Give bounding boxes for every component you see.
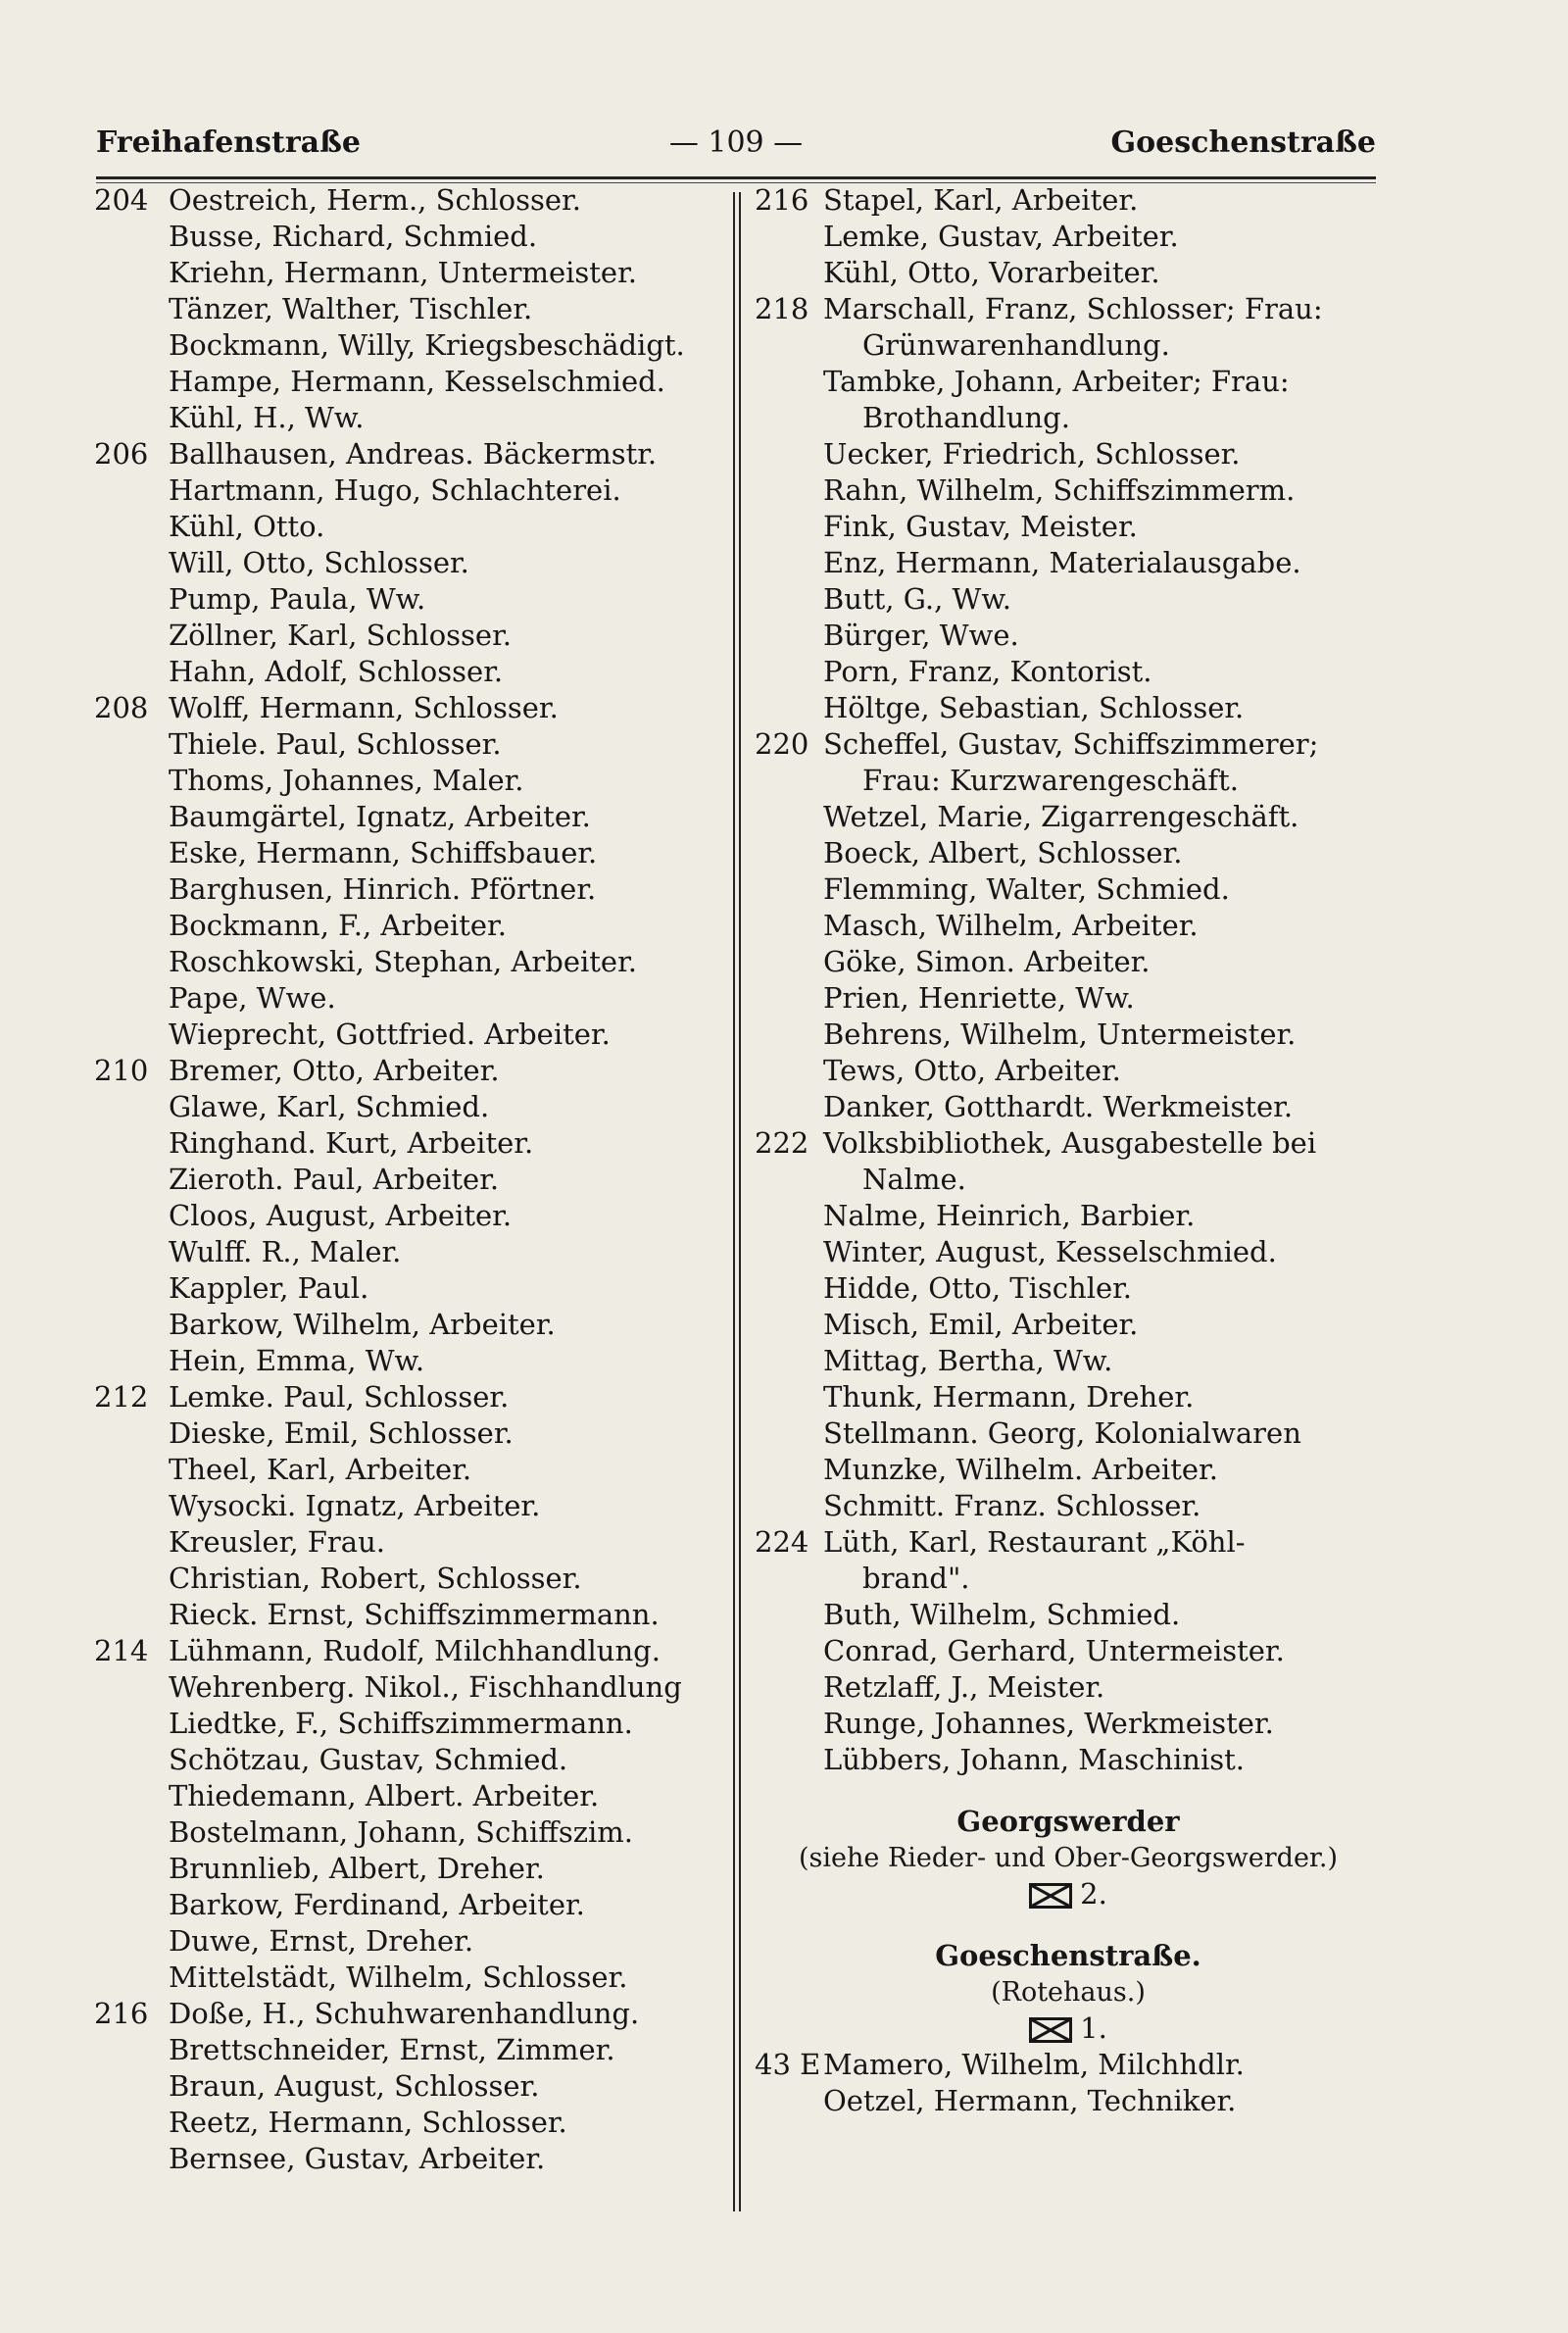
header-rule: [96, 176, 1376, 179]
directory-entry: [94, 1851, 721, 1887]
resident-text: Frau: Kurzwarengeschäft.: [862, 764, 1240, 797]
directory-entry: [94, 690, 721, 726]
resident-text: Conrad, Gerhard, Untermeister.: [823, 1634, 1285, 1667]
resident-text: Thiele. Paul, Schlosser.: [169, 727, 502, 761]
directory-entry: [755, 1270, 1382, 1307]
directory-entry: [94, 1633, 721, 1669]
directory-entry: [755, 2083, 1382, 2119]
directory-entry: [94, 1198, 721, 1234]
resident-text: Christian, Robert, Schlosser.: [169, 1562, 582, 1595]
resident-text: Barkow, Wilhelm, Arbeiter.: [169, 1308, 556, 1341]
resident-text: Cloos, August, Arbeiter.: [169, 1199, 513, 1232]
directory-entry: [94, 581, 721, 618]
directory-entry: [755, 944, 1382, 980]
resident-text: Kappler, Paul.: [169, 1271, 369, 1305]
resident-text: Hampe, Hermann, Kesselschmied.: [169, 365, 665, 398]
directory-entry: [755, 1488, 1382, 1524]
directory-entry: [755, 908, 1382, 944]
directory-entry: [755, 1597, 1382, 1633]
directory-entry: [94, 2068, 721, 2105]
directory-entry: [755, 799, 1382, 835]
resident-text: Winter, August, Kesselschmied.: [823, 1235, 1277, 1268]
resident-text: Brothandlung.: [862, 401, 1070, 434]
resident-text: Busse, Richard, Schmied.: [169, 220, 538, 253]
directory-entry: [94, 327, 721, 364]
resident-text: Scheffel, Gustav, Schiffszimmerer;: [823, 727, 1319, 761]
house-number: 216: [755, 183, 809, 217]
goeschenstrasse-entries: [755, 2047, 1382, 2119]
house-number: 214: [94, 1634, 149, 1667]
directory-entry: [755, 2047, 1382, 2083]
directory-entry: [755, 182, 1382, 219]
directory-entry: [755, 1633, 1382, 1669]
post-district-goeschenstrasse: [755, 2010, 1382, 2047]
resident-text: Bockmann, Willy, Kriegsbeschädigt.: [169, 328, 685, 362]
resident-text: Oetzel, Hermann, Techniker.: [823, 2084, 1237, 2117]
section-title-goeschenstrasse: Goeschenstraße.: [935, 1939, 1201, 1972]
resident-text: Roschkowski, Stephan, Arbeiter.: [169, 945, 637, 978]
resident-text: Schmitt. Franz. Schlosser.: [823, 1489, 1201, 1522]
envelope-icon: [1029, 1883, 1072, 1909]
resident-text: Will, Otto, Schlosser.: [169, 546, 469, 579]
resident-text: Enz, Hermann, Materialausgabe.: [823, 546, 1301, 579]
directory-entry: [94, 1597, 721, 1633]
directory-entry: [94, 799, 721, 835]
directory-entry: [94, 1706, 721, 1742]
resident-text: Nalme, Heinrich, Barbier.: [823, 1199, 1196, 1232]
directory-entry: [94, 763, 721, 799]
resident-text: Butt, G., Ww.: [823, 582, 1011, 616]
directory-entry: [755, 1089, 1382, 1125]
house-number: 216: [94, 1997, 149, 2030]
resident-text: Barkow, Ferdinand, Arbeiter.: [169, 1888, 585, 1921]
directory-entry: [755, 1452, 1382, 1488]
resident-text: Boeck, Albert, Schlosser.: [823, 836, 1183, 869]
resident-text: Rieck. Ernst, Schiffszimmermann.: [169, 1598, 660, 1631]
resident-text: Mamero, Wilhelm, Milchhdlr.: [823, 2048, 1245, 2081]
directory-entry: [94, 871, 721, 908]
resident-text: Höltge, Sebastian, Schlosser.: [823, 691, 1245, 724]
resident-text: Dieske, Emil, Schlosser.: [169, 1416, 514, 1450]
directory-entry: [755, 1524, 1382, 1561]
directory-entry: [755, 1742, 1382, 1778]
directory-entry: [94, 1089, 721, 1125]
resident-text: brand".: [862, 1562, 970, 1595]
directory-entry: [94, 472, 721, 509]
resident-text: Misch, Emil, Arbeiter.: [823, 1308, 1139, 1341]
post-district-georgswerder: [755, 1876, 1382, 1912]
resident-text: Thoms, Johannes, Maler.: [169, 764, 524, 797]
resident-text: Ringhand. Kurt, Arbeiter.: [169, 1126, 534, 1160]
house-number: 212: [94, 1380, 149, 1414]
resident-text: Buth, Wilhelm, Schmied.: [823, 1598, 1181, 1631]
directory-entry: [755, 1162, 1382, 1198]
directory-entry: [94, 1270, 721, 1307]
resident-text: Pape, Wwe.: [169, 981, 336, 1015]
directory-entry: [94, 1996, 721, 2032]
resident-text: Behrens, Wilhelm, Untermeister.: [823, 1018, 1297, 1051]
directory-entry: [755, 327, 1382, 364]
left-column: [94, 182, 721, 2177]
envelope-icon: [1029, 2017, 1072, 2043]
directory-entry: [755, 1198, 1382, 1234]
resident-text: Rahn, Wilhelm, Schiffszimmerm.: [823, 473, 1296, 507]
directory-entry: [755, 654, 1382, 690]
resident-text: Uecker, Friedrich, Schlosser.: [823, 437, 1241, 471]
directory-entry: [94, 1307, 721, 1343]
resident-text: Nalme.: [862, 1163, 966, 1196]
directory-entry: [755, 364, 1382, 400]
resident-text: Kühl, H., Ww.: [169, 401, 365, 434]
resident-text: Masch, Wilhelm, Arbeiter.: [823, 909, 1199, 942]
resident-text: Fink, Gustav, Meister.: [823, 510, 1138, 543]
directory-entry: [755, 1125, 1382, 1162]
house-number: 210: [94, 1054, 149, 1087]
directory-entry: [94, 654, 721, 690]
directory-entry: [755, 871, 1382, 908]
directory-entry: [94, 1343, 721, 1379]
directory-entry: [94, 1053, 721, 1089]
directory-entry: [94, 944, 721, 980]
resident-text: Hartmann, Hugo, Schlachterei.: [169, 473, 621, 507]
resident-text: Brunnlieb, Albert, Dreher.: [169, 1852, 545, 1885]
resident-text: Wetzel, Marie, Zigarrengeschäft.: [823, 800, 1299, 833]
directory-entry: [94, 1452, 721, 1488]
directory-entry: [755, 255, 1382, 291]
resident-text: Kühl, Otto, Vorarbeiter.: [823, 256, 1160, 289]
resident-text: Bostelmann, Johann, Schiffszim.: [169, 1815, 633, 1849]
directory-entry: [94, 436, 721, 472]
resident-text: Porn, Franz, Kontorist.: [823, 655, 1152, 688]
directory-entry: [94, 1814, 721, 1851]
directory-entry: [94, 1669, 721, 1706]
resident-text: Lübbers, Johann, Maschinist.: [823, 1743, 1246, 1776]
directory-entry: [94, 545, 721, 581]
directory-entry: [755, 763, 1382, 799]
resident-text: Wolff, Hermann, Schlosser.: [169, 691, 559, 724]
resident-text: Wulff. R., Maler.: [169, 1235, 402, 1268]
resident-text: Lühmann, Rudolf, Milchhandlung.: [169, 1634, 661, 1667]
house-number: 224: [755, 1525, 809, 1559]
directory-entry: [755, 980, 1382, 1017]
house-number: 218: [755, 292, 809, 325]
directory-entry: [94, 1125, 721, 1162]
directory-entry: [755, 1706, 1382, 1742]
resident-text: Braun, August, Schlosser.: [169, 2069, 540, 2103]
directory-entry: [755, 1343, 1382, 1379]
directory-entry: [94, 1960, 721, 1996]
directory-entry: [94, 1923, 721, 1960]
directory-entry: [94, 726, 721, 763]
section-note-goeschenstrasse: (Rotehaus.): [991, 1977, 1146, 2008]
house-number: 204: [94, 183, 149, 217]
resident-text: Reetz, Hermann, Schlosser.: [169, 2106, 567, 2139]
house-number: 220: [755, 727, 809, 761]
resident-text: Flemming, Walter, Schmied.: [823, 872, 1230, 906]
resident-text: Kreusler, Frau.: [169, 1525, 385, 1559]
resident-text: Hahn, Adolf, Schlosser.: [169, 655, 504, 688]
page-number: — 109 —: [668, 125, 804, 160]
resident-text: Baumgärtel, Ignatz, Arbeiter.: [169, 800, 591, 833]
resident-text: Göke, Simon. Arbeiter.: [823, 945, 1151, 978]
resident-text: Hidde, Otto, Tischler.: [823, 1271, 1133, 1305]
resident-text: Danker, Gotthardt. Werkmeister.: [823, 1090, 1294, 1123]
house-number: 208: [94, 691, 149, 724]
resident-text: Bürger, Wwe.: [823, 619, 1019, 652]
directory-entry: [94, 1524, 721, 1561]
header-right-street: Goeschenstraße: [1110, 125, 1376, 160]
resident-text: Tänzer, Walther, Tischler.: [169, 292, 533, 325]
directory-entry: [94, 1162, 721, 1198]
directory-entry: [94, 2141, 721, 2177]
resident-text: Stapel, Karl, Arbeiter.: [823, 183, 1139, 217]
directory-entry: [755, 1379, 1382, 1415]
resident-text: Thiedemann, Albert. Arbeiter.: [169, 1779, 600, 1812]
directory-entry: [755, 690, 1382, 726]
directory-entry: [94, 1379, 721, 1415]
resident-text: Runge, Johannes, Werkmeister.: [823, 1707, 1274, 1740]
resident-text: Stellmann. Georg, Kolonialwaren: [823, 1416, 1301, 1450]
directory-entry: [755, 1561, 1382, 1597]
directory-entry: [755, 726, 1382, 763]
column-divider: [733, 192, 735, 2211]
resident-text: Lemke, Gustav, Arbeiter.: [823, 220, 1179, 253]
resident-text: Zöllner, Karl, Schlosser.: [169, 619, 512, 652]
resident-text: Pump, Paula, Ww.: [169, 582, 426, 616]
resident-text: Ballhausen, Andreas. Bäckermstr.: [169, 437, 658, 471]
resident-text: Eske, Hermann, Schiffsbauer.: [169, 836, 598, 869]
resident-text: Volksbibliothek, Ausgabestelle bei: [823, 1126, 1317, 1160]
resident-text: Doße, H., Schuhwarenhandlung.: [169, 1997, 640, 2030]
directory-entry: [755, 1053, 1382, 1089]
resident-text: Retzlaff, J., Meister.: [823, 1670, 1105, 1704]
directory-entry: [755, 1669, 1382, 1706]
directory-entry: [94, 2032, 721, 2068]
directory-entry: [94, 2105, 721, 2141]
resident-text: Wehrenberg. Nikol., Fischhandlung: [169, 1670, 682, 1704]
house-number: 206: [94, 437, 149, 471]
directory-entry: [755, 509, 1382, 545]
resident-text: Marschall, Franz, Schlosser; Frau:: [823, 292, 1323, 325]
house-number: 43 E: [755, 2048, 821, 2081]
directory-entry: [94, 908, 721, 944]
directory-entry: [94, 1415, 721, 1452]
directory-entry: [755, 400, 1382, 436]
directory-entry: [94, 1887, 721, 1923]
resident-text: Lemke. Paul, Schlosser.: [169, 1380, 510, 1414]
directory-entry: [755, 219, 1382, 255]
header-left-street: Freihafenstraße: [96, 125, 361, 160]
directory-entry: [94, 1017, 721, 1053]
resident-text: Glawe, Karl, Schmied.: [169, 1090, 490, 1123]
resident-text: Wysocki. Ignatz, Arbeiter.: [169, 1489, 541, 1522]
directory-entry: [755, 545, 1382, 581]
directory-entry: [94, 509, 721, 545]
directory-entry: [755, 618, 1382, 654]
directory-entry: [94, 400, 721, 436]
directory-entry: [755, 1234, 1382, 1270]
resident-text: Lüth, Karl, Restaurant „Köhl-: [823, 1525, 1246, 1559]
section-title-georgswerder: Georgswerder: [956, 1805, 1180, 1838]
resident-text: Tews, Otto, Arbeiter.: [823, 1054, 1121, 1087]
directory-entry: [755, 835, 1382, 871]
directory-entry: [94, 1778, 721, 1814]
directory-entry: [755, 472, 1382, 509]
resident-text: Bremer, Otto, Arbeiter.: [169, 1054, 500, 1087]
post-district-number: 2.: [1080, 1877, 1107, 1911]
resident-text: Duwe, Ernst, Dreher.: [169, 1924, 474, 1958]
post-district-number: 1.: [1080, 2011, 1107, 2045]
directory-entry: [755, 436, 1382, 472]
directory-entry: [94, 255, 721, 291]
resident-text: Mittelstädt, Wilhelm, Schlosser.: [169, 1961, 628, 1994]
page-header: [96, 120, 1376, 167]
directory-entry: [755, 581, 1382, 618]
column-divider-inner: [739, 192, 741, 2211]
resident-text: Bockmann, F., Arbeiter.: [169, 909, 507, 942]
house-number: 222: [755, 1126, 809, 1160]
directory-entry: [755, 291, 1382, 327]
directory-entry: [755, 1415, 1382, 1452]
directory-entry: [755, 1307, 1382, 1343]
resident-text: Theel, Karl, Arbeiter.: [169, 1453, 472, 1486]
directory-entry: [94, 980, 721, 1017]
resident-text: Tambke, Johann, Arbeiter; Frau:: [823, 365, 1290, 398]
resident-text: Kriehn, Hermann, Untermeister.: [169, 256, 637, 289]
resident-text: Barghusen, Hinrich. Pförtner.: [169, 872, 597, 906]
resident-text: Munzke, Wilhelm. Arbeiter.: [823, 1453, 1218, 1486]
resident-text: Mittag, Bertha, Ww.: [823, 1344, 1113, 1377]
resident-text: Kühl, Otto.: [169, 510, 325, 543]
resident-text: Brettschneider, Ernst, Zimmer.: [169, 2033, 615, 2066]
directory-entry: [94, 182, 721, 219]
directory-entry: [94, 1561, 721, 1597]
resident-text: Oestreich, Herm., Schlosser.: [169, 183, 581, 217]
directory-entry: [94, 364, 721, 400]
right-column: [755, 182, 1382, 2119]
section-note-georgswerder: (siehe Rieder- und Ober-Georgswerder.): [798, 1843, 1338, 1873]
resident-text: Zieroth. Paul, Arbeiter.: [169, 1163, 500, 1196]
resident-text: Prien, Henriette, Ww.: [823, 981, 1135, 1015]
directory-entry: [94, 835, 721, 871]
right-column-entries: [755, 182, 1382, 1778]
directory-entry: [94, 291, 721, 327]
resident-text: Bernsee, Gustav, Arbeiter.: [169, 2142, 546, 2175]
resident-text: Grünwarenhandlung.: [862, 328, 1170, 362]
resident-text: Schötzau, Gustav, Schmied.: [169, 1743, 568, 1776]
directory-entry: [94, 219, 721, 255]
directory-entry: [94, 1488, 721, 1524]
directory-entry: [94, 618, 721, 654]
resident-text: Wieprecht, Gottfried. Arbeiter.: [169, 1018, 611, 1051]
resident-text: Hein, Emma, Ww.: [169, 1344, 425, 1377]
directory-entry: [94, 1742, 721, 1778]
resident-text: Liedtke, F., Schiffszimmermann.: [169, 1707, 633, 1740]
directory-entry: [755, 1017, 1382, 1053]
directory-entry: [94, 1234, 721, 1270]
resident-text: Thunk, Hermann, Dreher.: [823, 1380, 1195, 1414]
